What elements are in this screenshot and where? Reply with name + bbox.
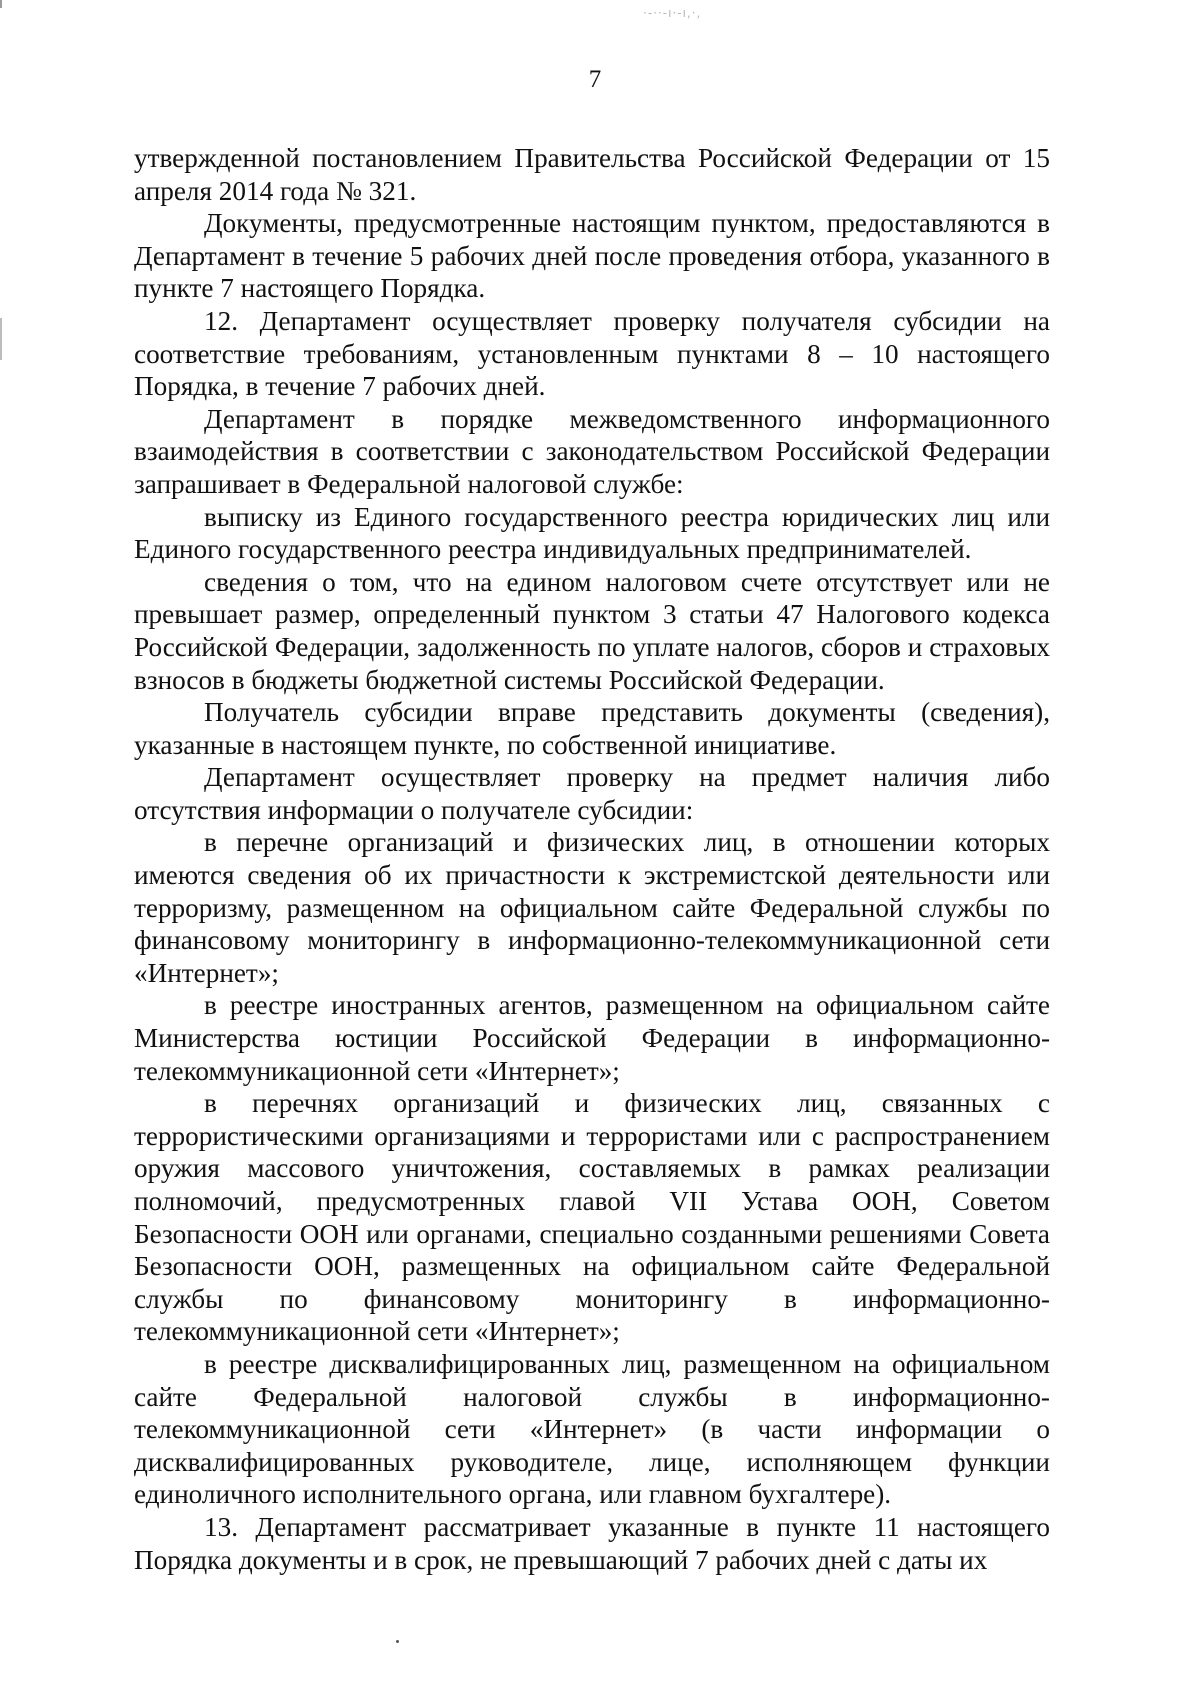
paragraph: в перечне организаций и физических лиц, в отношении которых имеются сведения об их причастности к экстремистской деятельности или терроризму, размещенном на официальном сайте Федеральной службы по финансовому мониторингу в информационно-телекоммуникационной сети «Интернет»; <box>134 827 1050 988</box>
page-edge-mark <box>0 318 2 360</box>
paragraph: в перечнях организаций и физических лиц, связанных с террористическими организациями и террористами или с распространением оружия массового уничтожения, составляемых в рамках реализации полномочий, предусмотренных главой VII Устава ООН, Советом Безопасности ООН или органами, специально созданными решениями Совета Безопасности ООН, размещенных на официальном сайте Федеральной службы по финансовому мониторингу в информационно-телекоммуникационной сети «Интернет»; <box>134 1088 1050 1347</box>
paragraph: Получатель субсидии вправе представить документы (сведения), указанные в настоящем пункте, по собственной инициативе. <box>134 697 1050 760</box>
paragraph: Департамент в порядке межведомственного информационного взаимодействия в соответствии с законодательством Российской Федерации запрашивает в Федеральной налоговой службе: <box>134 403 1050 499</box>
paragraph: в реестре иностранных агентов, размещенном на официальном сайте Министерства юстиции Российской Федерации в информационно-телекоммуникационной сети «Интернет»; <box>134 990 1050 1086</box>
scan-artifact: ·-··-ı·-ı,·, <box>643 6 702 20</box>
paragraph: 12. Департамент осуществляет проверку получателя субсидии на соответствие требованиям, установленным пунктами 8 – 10 настоящего Порядка, в течение 7 рабочих дней. <box>134 305 1050 402</box>
paragraph: в реестре дисквалифицированных лиц, размещенном на официальном сайте Федеральной налоговой службы в информационно-телекоммуникационной сети «Интернет» (в части информации о дисквалифицированных руководителе, лице, исполняющем функции единоличного исполнительного органа, или главном бухгалтере). <box>134 1348 1050 1510</box>
paragraph: утвержденной постановлением Правительства Российской Федерации от 15 апреля 2014 года № 321. <box>134 143 1050 206</box>
paragraph: выписку из Единого государственного реестра юридических лиц или Единого государственного реестра индивидуальных предпринимателей. <box>134 501 1050 565</box>
paragraph: 13. Департамент рассматривает указанные в пункте 11 настоящего Порядка документы и в срок, не превышающий 7 рабочих дней с даты их <box>134 1511 1050 1575</box>
page-edge-mark <box>0 0 2 8</box>
paragraph: Документы, предусмотренные настоящим пунктом, предоставляются в Департамент в течение 5 рабочих дней после проведения отбора, указанного в пункте 7 настоящего Порядка. <box>134 208 1050 304</box>
paragraph: сведения о том, что на едином налоговом счете отсутствует или не превышает размер, определенный пунктом 3 статьи 47 Налогового кодекса Российской Федерации, задолженность по уплате налогов, сборов и страховых взносов в бюджеты бюджетной системы Российской Федерации. <box>134 566 1050 695</box>
scan-speck <box>396 1640 399 1643</box>
paragraph: Департамент осуществляет проверку на предмет наличия либо отсутствия информации о получателе субсидии: <box>134 762 1050 825</box>
page-number: 7 <box>588 66 602 93</box>
document-body <box>134 142 1050 1576</box>
